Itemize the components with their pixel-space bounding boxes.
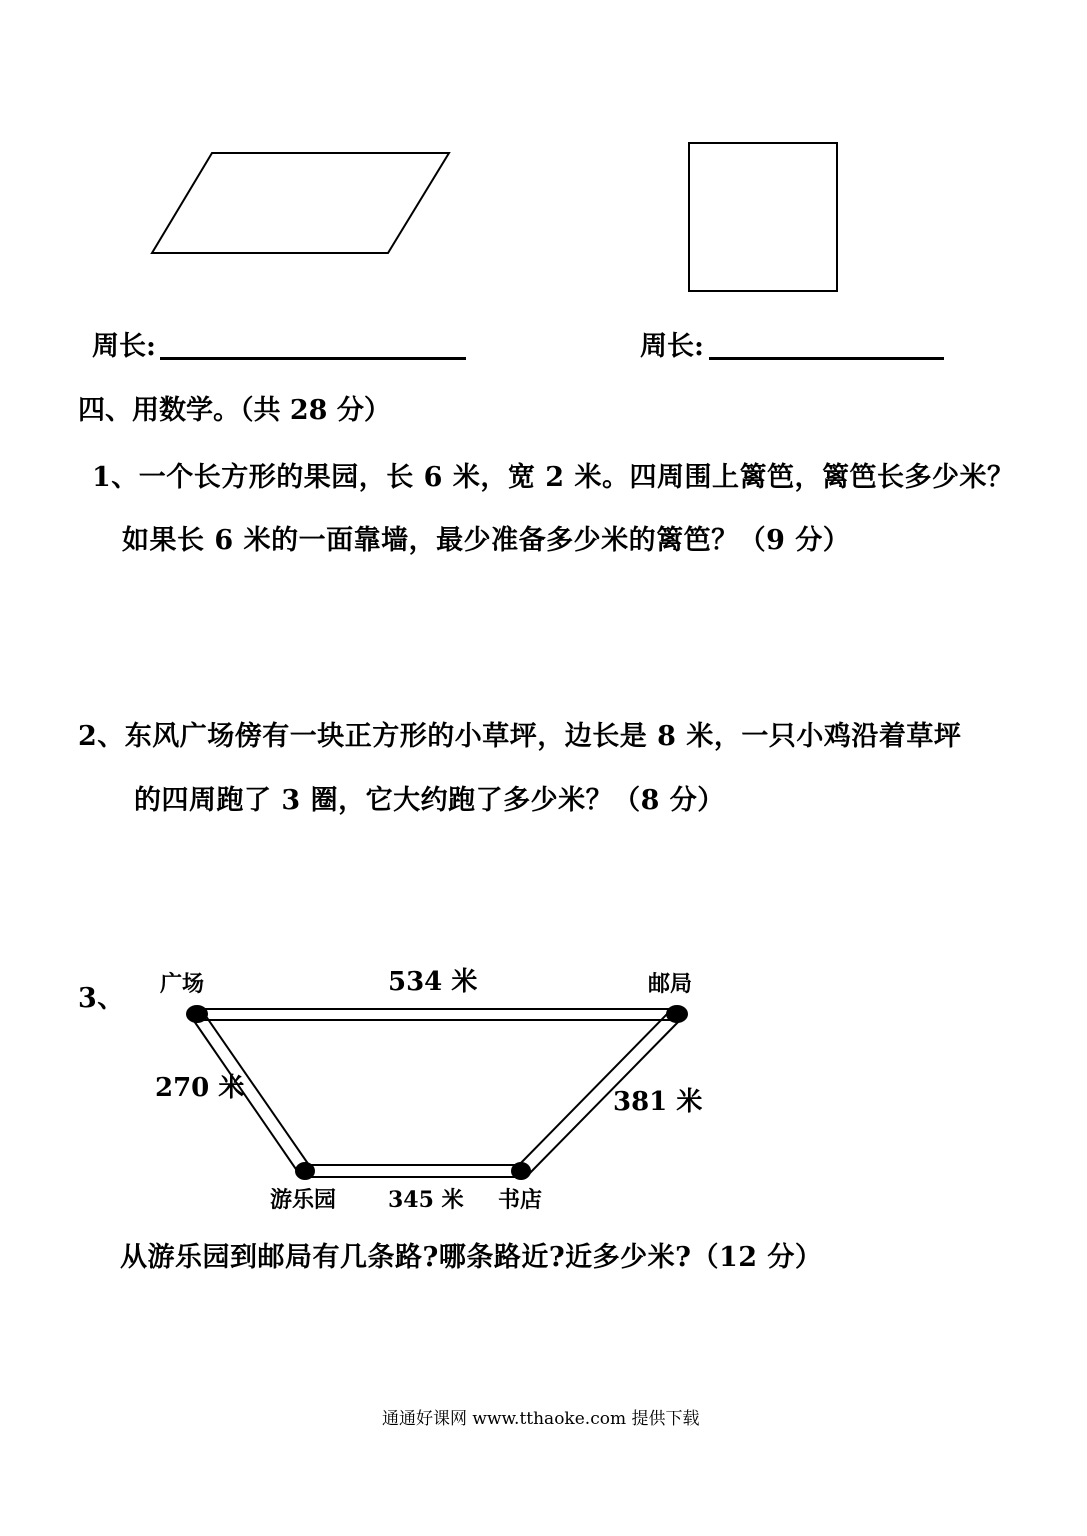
label-square: 广场 <box>160 971 205 997</box>
bookstore-dot <box>511 1162 531 1180</box>
perimeter-label-right: 周长: <box>640 331 704 362</box>
label-bookstore: 书店 <box>498 1187 543 1213</box>
road-park-bookstore <box>305 1165 521 1177</box>
question-3-text: 从游乐园到邮局有几条路?哪条路近?近多少米?（12 分） <box>120 1242 823 1273</box>
question-2-line-1: 2、东风广场傍有一块正方形的小草坪，边长是 8 米，一只小鸡沿着草坪 <box>78 721 962 752</box>
question-2-line-2: 的四周跑了 3 圈，它大约跑了多少米？（8 分） <box>134 785 725 816</box>
distance-square-park: 270 米 <box>155 1073 245 1103</box>
label-post-office: 邮局 <box>648 971 693 997</box>
label-park: 游乐园 <box>270 1187 337 1213</box>
park-dot <box>295 1162 315 1180</box>
perimeter-label-left: 周长: <box>92 331 156 362</box>
distance-park-bookstore: 345 米 <box>388 1187 464 1213</box>
question-1-line-1: 1、一个长方形的果园，长 6 米，宽 2 米。四周围上篱笆，篱笆长多少米？ <box>92 462 1015 493</box>
section-title: 四、用数学。（共 28 分） <box>78 395 391 426</box>
distance-post-bookstore: 381 米 <box>613 1087 703 1117</box>
footer-credit: 通通好课网 www.tthaoke.com 提供下载 <box>382 1409 700 1429</box>
square-dot <box>186 1005 208 1023</box>
question-1-line-2: 如果长 6 米的一面靠墙，最少准备多少米的篱笆？（9 分） <box>122 525 851 556</box>
road-square-post <box>197 1009 676 1020</box>
post-office-dot <box>666 1005 688 1023</box>
question-3-number: 3、 <box>78 983 125 1014</box>
distance-square-post: 534 米 <box>388 967 478 997</box>
